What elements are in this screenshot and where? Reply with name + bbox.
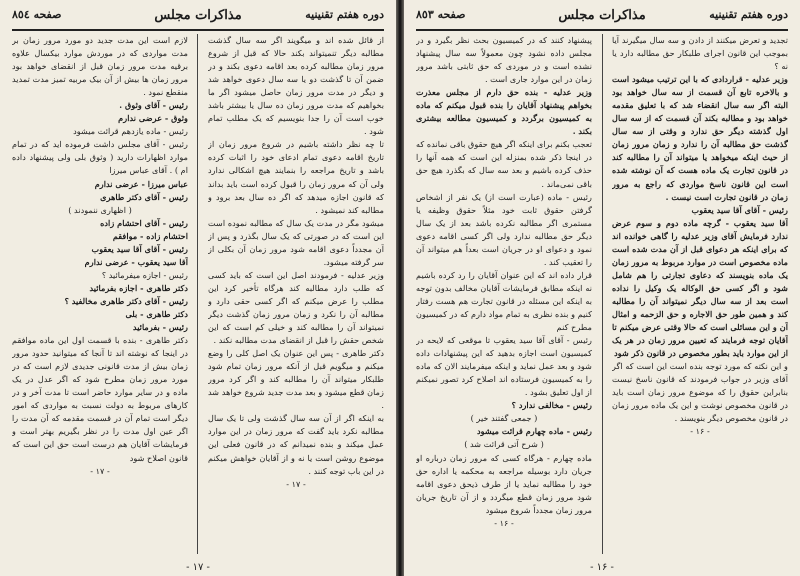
speaker-line: رئیس - آقای دکتر طاهری: [100, 191, 188, 202]
paragraph: به اینکه اگر از آن سه سال گذشت ولی تا یک سال مطالبه نکرد باید گفت که مرور زمان در این موارد عمل میکند و بنده نمیدانم که در قانون فعلی این موضوع روشن است یا نه و از آقایان خواهش میکنم در این باب توجه کنند .: [208, 413, 384, 476]
header-title: مذاكرات مجلس: [154, 8, 242, 23]
paragraph: از قائل شده اند و میگویند اگر سه سال گذشت مطالبه دیگر تنمیتواند بکند حالا که قبل از شروع مرور زمان مطالبه کرده بعد اقامه دعوی بکند و در ضمن آن تا گذشت دو یا سه سال دعوی خواهد شد و دیگر در مدت مرور زمان حاصل میشود اگر ما بخواهیم که مدت مرور زمان ده سال یا بیشتر باشد خوب است آن را جدا بنویسیم که یک مطلب تمام شود .: [208, 35, 384, 137]
speaker-line: دکتر طاهری - بلی: [125, 308, 188, 319]
paragraph: دکتر طاهری - پس این عنوان یک اصل کلی را وضع میکنم و میگویم قبل از آنکه مرور زمان تمام شود طلبکار میتواند آن را مطالبه کند و اگر کرد مرور زمان قطع میشود و بعد مدت جدید شروع خواهد شد .: [208, 348, 384, 411]
speaker-line: رئیس - مخالفی ندارد ؟: [511, 400, 592, 411]
book-gutter: [396, 0, 404, 576]
speaker-line: رئیس - آقای آقا سید یعقوب: [91, 243, 188, 254]
paragraph: رئیس - آقای مجلس داشت فرموده اید که در تمام موارد اظهارات دارید ( وثوق بلی ولی پیشنهاد داده ام ) . آقای عباس میرزا: [12, 139, 188, 176]
text-column: [612, 34, 788, 558]
paragraph: دکتر طاهری - بنده با قسمت اول این ماده موافقم در اینجا که نوشته اند تا آنجا که میتوانید حدود مرور زمان بیش از مدت قانونی جدیدی لازم است که در مورد مرور زمان مطرح شود که اگر عدل در یک ماده و در سایر موارد حاضر است تا مدت آخر و در کارهای مربوط به دولت نسبت به مواردی که امور دیگر است تمام آن در قسمت مقدمه که آن مدت را اگر عین اول مدت را در نظر بگیریم بهتر است و فرمایشات آقایان هم درست است حق این است که قانون اصلاح شود: [12, 335, 188, 463]
paragraph: رئیس - اجازه میفرمائید ؟: [101, 269, 188, 280]
speaker-line: رئیس - آقای وثوق .: [119, 100, 188, 111]
speaker-line: دکتر طاهری - اجازه بفرمائید: [89, 282, 188, 293]
paragraph: وزیر عدلیه - فرمودند اصل این است که باید کسی که طلب دارد مطالبه کند هرگاه تأخیر کرد این مطلب را عرض میکنم که اگر کسی حقی دارد و مطالبه آن را نکرد و زمان مرور زمان گذشت دیگر نمیتواند آن را مطالبه کند و خیلی کم است که این شخص حقش را قبل از انقضای مدت مطالبه نکند .: [208, 269, 384, 346]
speaker-line: احتشام زاده - موافقم: [112, 230, 188, 241]
paragraph: پیشنهاد کنند که در کمیسیون بحث نظر بگیرد و در مجلس داده نشود چون معمولاً سه سال پیشنهاد نشده است و در موردی که حق ثابتی باشد مرور زمان در این موارد جاری است .: [416, 35, 592, 85]
speaker-line: رئیس - بفرمائید: [132, 322, 188, 333]
speaker-line: وزیر عدلیه - قراردادی که با این ترتیب میشود است و بالاخره تابع آن قسمت از سه سال خواهد بود البته اگر سه سال انقضاء شد که با تعلیق مقدمه خواهد بود و مطالبه بکند آن قسمت که از سه سال اول گذشته دیگر حق ندارد و وقتی از سه سال گذشت حق مطالبه آن را ندارد و زمان مرور زمان از حیث اینکه میخواهد یا میتواند آن را مطالبه کند در قانون تجارت یک ماده هست که آن نوشته شده است این قانون ناسخ مواردی که راجع به مرور زمان در قانون تجارت است نیست .: [612, 74, 788, 202]
paragraph: تجدید و تعرض میکنند از دادن و سه سال میگیرند آیا بموجب این قانون اجرای طلبکار حق مطالبه دارد یا نه ؟: [612, 35, 788, 72]
speaker-line: وثوق - عرضی ندارم: [118, 113, 188, 124]
header-rule: [12, 29, 384, 31]
paragraph: ماده چهارم - هرگاه کسی که مرور زمان درباره او جریان دارد بوسیله مراجعه به محکمه یا اداره حق خود را مطالبه نماید یا از طرف ذیحق دعوی اقامه شود مرور زمان قطع میگردد و از آن تاریخ جریان مرور زمان مجدداً شروع میشود: [416, 452, 592, 515]
header-page-number: صفحه ٨٥٤: [12, 8, 62, 21]
speaker-line: آقا سید یعقوب - گرچه ماده دوم و سوم عرض ندارد فرمایش آقای وزیر عدلیه را گاهی خوانده اند که برای اینکه هر دعوای قبل از آن مدت شده است ماده مخصوص است در موارد مربوط به مرور زمان یک ماده بنویسند که دعاوی تجارتی را هم شامل شود و اگر کسی حق الوکاله یک وکیل را نداده است بعد از سه سال دیگر نمیتواند آن را مطالبه کند و همین طور حق الاجاره و حق الزحمه و امثال آن و این مسائلی است که حالا وقتی عرض میکنم تا آقایان توجه فرمایند که تعیین مرور زمان در هر یک از این موارد باید بطور مخصوص در قانون ذکر شود: [612, 217, 788, 359]
page-footer: - ۱۶ -: [590, 562, 614, 573]
speaker-line: رئیس - ماده چهارم قرائت میشود: [476, 426, 592, 437]
paragraph: قرار داده اند که این عنوان آقایان را رد کرده باشیم نه اینکه مطابق فرمایشات آقایان مخالف بدون توجه به اینکه این مسئله در قانون تجارت هم هست رفتار کنیم و بنده نظری به تمام مواد دارم که در کمیسیون مطرح کنم: [416, 269, 592, 333]
speaker-line: رئیس - آقای دکتر طاهری مخالفید ؟: [64, 295, 188, 306]
paragraph: تعجب بکنم برای اینکه اگر هیچ حقوق باقی نمانده که در اینجا ذکر شده بمنزله این است که همه آنها را حذف کرده باشیم و بعد سه سال که بگذرد هیچ حق باقی نمی‌ماند .: [416, 139, 592, 189]
paragraph: ( شرح آتی قرائت شد ): [464, 439, 544, 450]
paragraph: میشود مگر در مدت یک سال که مطالبه نموده است این است که در صورتی که یک سال بگذرد و پس از آن مجدداً دعوی اقامه شود مرور زمان آن بکلی از سر گرفته میشود.: [208, 217, 384, 267]
paragraph: - ۱۷ -: [90, 465, 110, 476]
right-page: [404, 0, 800, 576]
speaker-line: رئیس - آقای آقا سید یعقوب: [691, 204, 788, 215]
header-session: دوره هفتم تقنينيه: [305, 8, 384, 21]
speaker-line: رئیس - آقای احتشام زاده: [100, 217, 188, 228]
speaker-line: آقا سید یعقوب - عرضی ندارم: [84, 256, 188, 267]
header-session: دوره هفتم تقنینیه: [709, 8, 788, 21]
paragraph: لازم است این مدت جدید دو مورد مرور زمان بر مدت مواردی که در موردش موارد بیکسال علاوه برقیه مدت مرور زمان قبل از انقضای خواهد بود مرور زمان ها بیش از آن بیک مربیه تمیز مدت تمدید منقطع نمود .: [12, 35, 188, 98]
paragraph: - ۱۶ -: [494, 517, 514, 528]
text-column: [12, 34, 188, 558]
left-page: [0, 0, 396, 576]
paragraph: رئیس - ماده یازدهم قرائت میشود: [73, 126, 188, 137]
speaker-line: وزیر عدلیه - بنده حق دارم از مجلس معذرت بخواهم پیشنهاد آقایان را بنده قبول میکنم که ماده به کمیسیون برگردد و کمیسیون مطالعه بیشتری بکند .: [416, 87, 592, 137]
paragraph: ( اظهاری ننمودند ): [68, 204, 132, 215]
text-column: [416, 34, 592, 558]
paragraph: - ۱۷ -: [286, 478, 306, 489]
column-divider: [197, 34, 198, 554]
header-page-number: صفحه ٨٥٣: [416, 8, 466, 21]
header-rule: [416, 29, 788, 31]
page-header: [12, 8, 384, 28]
paragraph: و این نکته که مورد توجه بنده است این است که اگر آقای وزیر در جواب فرمودند که قانون ناسخ نیست بنابراین حقوق را که موضوع مرور زمان است باید در قانون مخصوص نوشت و این یک ماده مرور زمان در قانون مخصوص دیگر بنویسند .: [612, 361, 788, 424]
paragraph: - ۱۶ -: [690, 426, 710, 437]
header-title: مذاکرات مجلس: [558, 8, 646, 23]
paragraph: رئیس - ماده (عبارت است از) یک نفر از اشخاص گرفتن حقوق ثابت خود مثلاً حقوق وظیفه یا مستمری اگر مطالبه نکرده باشد بعد از یک سال دیگر حق مطالبه ندارد ولی اگر کسی اقامه دعوی نمود و دعوای او در جریان است بعداً هم میتواند آن را تعقیب کند .: [416, 191, 592, 267]
page-footer: - ۱۷ -: [186, 562, 210, 573]
paragraph: ( جمعی گفتند خیر ): [470, 413, 538, 424]
paragraph: رئیس - آقای آقا سید یعقوب تا موقعی که لایحه در کمیسیون است اجازه بدهید که این پیشنهادات داده شود و بعد عمل نماید و اینکه میفرمایند الان که ماده را به کمیسیون فرستاده اند اصلاح کرد تصور نمیکنم از اول تعلیق بشود .: [416, 335, 592, 398]
speaker-line: عباس میرزا - عرضی ندارم: [94, 178, 188, 189]
paragraph: تا چه نظر داشته باشیم در شروع مرور زمان از تاریخ اقامه دعوی تمام ادعای خود را اثبات کرده باشد و تاریخ مراجعه را بنمایند هیچ اشکالی ندارد ولی آن که مرور زمان را قبول کرده است باید بداند که قانون اجازه میدهد که اگر ده سال بعد برود و مطالبه کند نمیشود .: [208, 139, 384, 215]
text-column: [208, 34, 384, 558]
page-header: [416, 8, 788, 28]
column-divider: [602, 34, 603, 554]
